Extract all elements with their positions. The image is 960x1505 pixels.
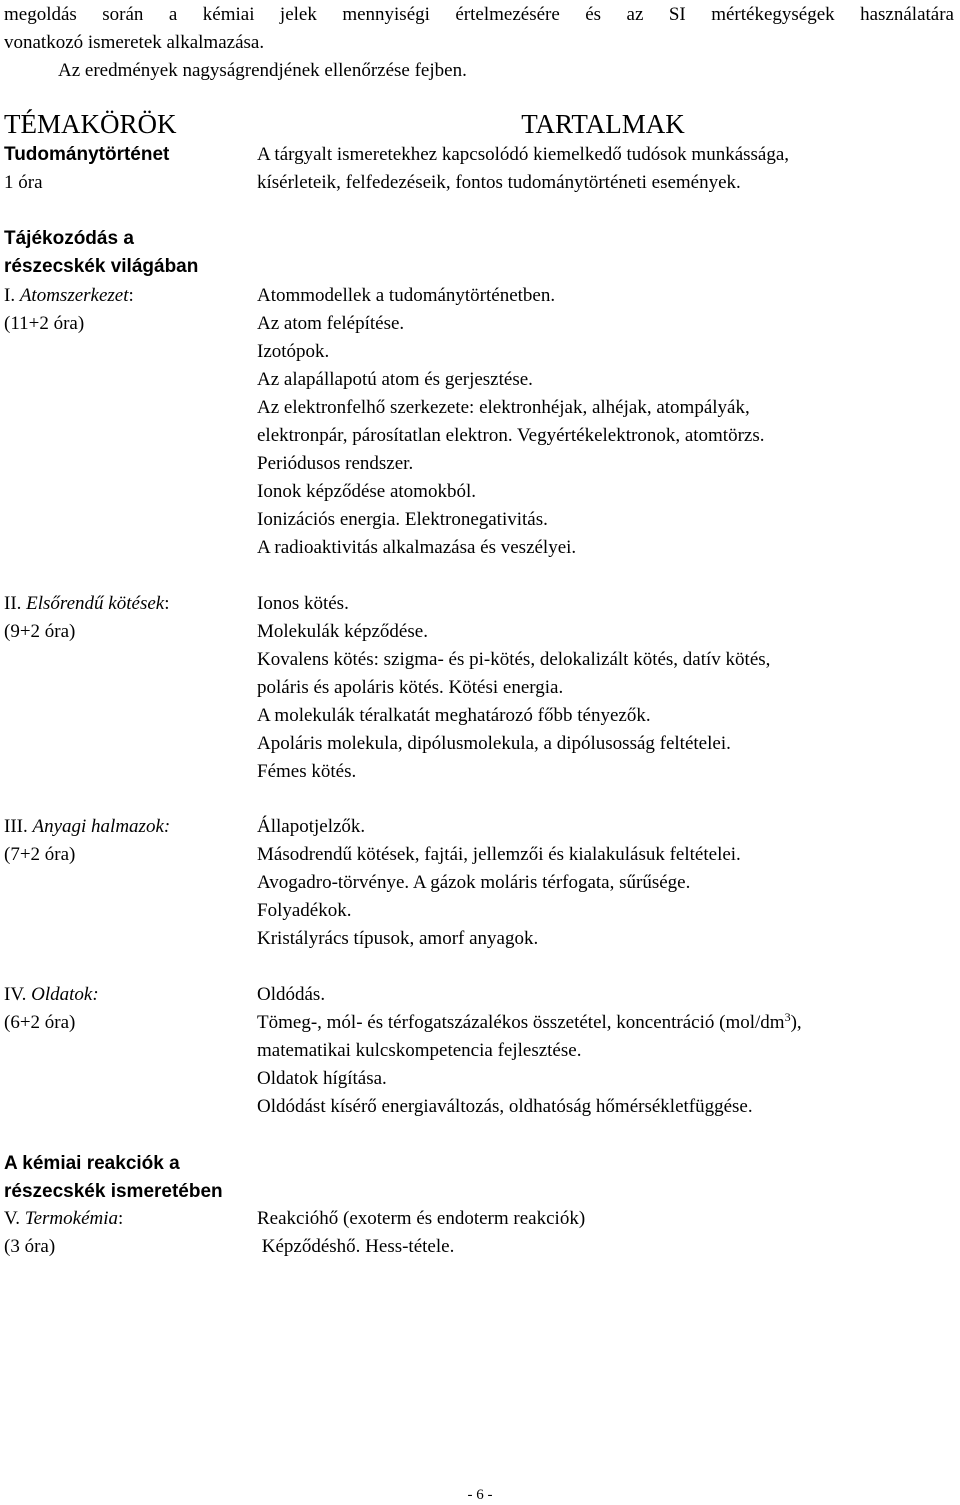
topic-number: IV. — [4, 984, 32, 1005]
topic-number: V. — [4, 1208, 25, 1229]
topic-name: Anyagi halmazok: — [32, 816, 171, 837]
topic-states-of-matter-content — [257, 813, 947, 953]
intro-paragraph — [4, 1, 954, 85]
superscript: 3 — [784, 1010, 791, 1024]
content-line: Kovalens kötés: szigma- és pi-kötés, delokalizált kötés, datív kötés, — [257, 649, 771, 670]
content-line: Oldódást kísérő energiaváltozás, oldhatóság hőmérsékletfüggése. — [257, 1096, 753, 1117]
section-title-line: részecskék világában — [4, 256, 199, 277]
history-hours: 1 óra — [4, 172, 43, 193]
content-line: poláris és apoláris kötés. Kötési energia. — [257, 677, 564, 698]
topic-hours: (7+2 óra) — [4, 844, 76, 865]
content-line: Avogadro-törvénye. A gázok moláris térfogata, sűrűsége. — [257, 872, 691, 893]
content-line: Reakcióhő (exoterm és endoterm reakciók) — [257, 1208, 586, 1229]
topic-hours: (3 óra) — [4, 1236, 56, 1257]
section-title-line: A kémiai reakciók a — [4, 1153, 180, 1174]
content-line: Az atom felépítése. — [257, 313, 405, 334]
history-content-line: kísérleteik, felfedezéseik, fontos tudománytörténeti események. — [257, 172, 741, 193]
topic-atomic-structure-content — [257, 282, 947, 562]
content-line: Állapotjelzők. — [257, 816, 366, 837]
topic-name: Oldatok: — [31, 984, 99, 1005]
content-line: Kristályrács típusok, amorf anyagok. — [257, 928, 539, 949]
section-title-line: részecskék ismeretében — [4, 1181, 223, 1202]
section-heading-particles — [4, 225, 244, 281]
content-line: Az alapállapotú atom és gerjesztése. — [257, 369, 533, 390]
page-number: - 6 - — [467, 1487, 493, 1503]
history-content — [257, 141, 947, 197]
topic-name: Elsőrendű kötések — [26, 593, 165, 614]
topic-number: I. — [4, 285, 20, 306]
topic-primary-bonds-content — [257, 590, 947, 786]
topic-solutions-content — [257, 981, 947, 1121]
topic-solutions — [4, 981, 244, 1037]
topics-header: TÉMAKÖRÖK — [4, 109, 177, 139]
content-line: Ionizációs energia. Elektronegativitás. — [257, 509, 548, 530]
content-line: Atommodellek a tudománytörténetben. — [257, 285, 556, 306]
intro-line-3: Az eredmények nagyságrendjének ellenőrzése fejben. — [58, 60, 467, 81]
topic-hours: (9+2 óra) — [4, 621, 76, 642]
content-line: matematikai kulcskompetencia fejlesztése. — [257, 1040, 582, 1061]
section-heading-reactions — [4, 1150, 244, 1206]
content-line: Folyadékok. — [257, 900, 352, 921]
topic-states-of-matter — [4, 813, 244, 869]
history-title: Tudománytörténet — [4, 144, 170, 165]
topic-thermochemistry-content — [257, 1205, 947, 1261]
content-line: elektronpár, párosítatlan elektron. Vegyértékelektronok, atomtörzs. — [257, 425, 765, 446]
topic-atomic-structure: I. Atomszerkezet: (11+2 óra) — [4, 282, 244, 338]
contents-header: TARTALMAK — [521, 109, 685, 139]
intro-line-1: megoldás során a kémiai jelek mennyiségi értelmezésére és az SI mértékegységek használatára — [4, 4, 954, 25]
content-line: Az elektronfelhő szerkezete: elektronhéjak, alhéjak, atompályák, — [257, 397, 750, 418]
topic-number: II. — [4, 593, 27, 614]
content-line: Periódusos rendszer. — [257, 453, 414, 474]
topic-name: Termokémia — [24, 1208, 119, 1229]
content-line: A radioaktivitás alkalmazása és veszélyei. — [257, 537, 577, 558]
content-line: Molekulák képződése. — [257, 621, 428, 642]
topic-hours: (11+2 óra) — [4, 313, 85, 334]
content-line: Oldatok hígítása. — [257, 1068, 387, 1089]
intro-line-2: vonatkozó ismeretek alkalmazása. — [4, 32, 265, 53]
topic-name: Atomszerkezet — [19, 285, 129, 306]
topic-thermochemistry: V. Termokémia: (3 óra) — [4, 1205, 244, 1261]
content-line: A molekulák téralkatát meghatározó főbb tényezők. — [257, 705, 651, 726]
content-line: Ionos kötés. — [257, 593, 349, 614]
topic-number: III. — [4, 816, 33, 837]
content-line: Másodrendű kötések, fajtái, jellemzői és kialakulásuk feltételei. — [257, 844, 741, 865]
topic-primary-bonds: II. Elsőrendű kötések: (9+2 óra) — [4, 590, 244, 646]
history-topic — [4, 141, 244, 197]
content-line: Fémes kötés. — [257, 761, 357, 782]
content-line: Ionok képződése atomokból. — [257, 481, 476, 502]
content-line: Izotópok. — [257, 341, 330, 362]
section-title-line: Tájékozódás a — [4, 228, 134, 249]
topic-hours: (6+2 óra) — [4, 1012, 76, 1033]
content-line: Képződéshő. Hess-tétele. — [257, 1236, 455, 1257]
content-line: Tömeg-, mól- és térfogatszázalékos összetétel, koncentráció $(mol/dm^3)$, — [257, 1010, 802, 1033]
history-content-line: A tárgyalt ismeretekhez kapcsolódó kiemelkedő tudósok munkássága, — [257, 144, 790, 165]
content-line: Apoláris molekula, dipólusmolekula, a dipólusosság feltételei. — [257, 733, 731, 754]
content-line: Oldódás. — [257, 984, 326, 1005]
